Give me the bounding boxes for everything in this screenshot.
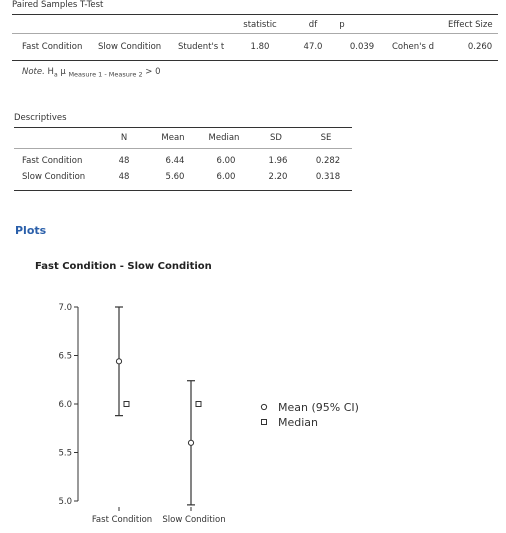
ttest-measure2: Slow Condition — [98, 42, 162, 52]
ttest-effect-value: 0.260 — [467, 42, 493, 52]
mean-point — [116, 359, 121, 364]
ttest-p-value: 0.039 — [349, 42, 375, 52]
desc-row-median: 6.00 — [216, 172, 236, 182]
desc-header-sd: SD — [270, 133, 282, 143]
desc-header-median: Median — [208, 133, 240, 143]
legend-mean-label: Mean (95% CI) — [278, 401, 359, 414]
desc-row-mean: 5.60 — [165, 172, 185, 182]
ttest-header-p: p — [339, 20, 345, 30]
desc-row-n: 48 — [118, 172, 130, 182]
plot-title: Fast Condition - Slow Condition — [35, 261, 212, 272]
plot-layer — [58, 303, 358, 525]
ttest-title: Paired Samples T-Test — [12, 0, 104, 10]
y-tick-label: 5.0 — [58, 497, 72, 507]
ttest-effect-label: Cohen's d — [392, 42, 435, 52]
x-tick-label: Fast Condition — [91, 515, 153, 525]
legend-mean-symbol — [261, 404, 266, 409]
desc-row-sd: 1.96 — [268, 156, 288, 166]
y-tick-label: 7.0 — [58, 303, 72, 313]
ttest-header-statistic: statistic — [243, 20, 277, 30]
descriptives-title: Descriptives — [14, 113, 67, 123]
desc-row-se: 0.318 — [315, 172, 341, 182]
desc-header-mean: Mean — [161, 133, 185, 143]
plots-section-title: Plots — [15, 224, 47, 237]
note-label: Note. — [22, 67, 45, 77]
ttest-header-effect-size: Effect Size — [448, 20, 493, 30]
x-tick-label: Slow Condition — [162, 515, 226, 525]
note-a: a — [53, 71, 58, 79]
ttest-test-name: Student's t — [178, 42, 225, 52]
desc-row-label: Fast Condition — [22, 156, 83, 166]
legend-median-symbol — [262, 420, 267, 425]
desc-row-se: 0.282 — [315, 156, 341, 166]
note-mu: μ — [60, 67, 66, 77]
ttest-statistic-value: 1.80 — [250, 42, 270, 52]
ttest-measure1: Fast Condition — [22, 42, 83, 52]
legend-median-label: Median — [278, 416, 319, 429]
median-point — [196, 402, 201, 407]
ttest-df-value: 47.0 — [303, 42, 323, 52]
note-sub: Measure 1 - Measure 2 — [68, 70, 143, 79]
mean-point — [188, 440, 193, 445]
note-h: H — [47, 67, 54, 77]
desc-row-sd: 2.20 — [268, 172, 288, 182]
desc-row-median: 6.00 — [216, 156, 236, 166]
desc-header-n: N — [120, 133, 128, 143]
note-gt: > 0 — [145, 67, 161, 77]
desc-row-label: Slow Condition — [22, 172, 86, 182]
desc-row-n: 48 — [118, 156, 130, 166]
desc-row-mean: 6.44 — [165, 156, 185, 166]
median-point — [124, 402, 129, 407]
desc-header-se: SE — [320, 133, 332, 143]
y-tick-label: 6.5 — [58, 351, 72, 362]
y-tick-label: 5.5 — [58, 448, 72, 459]
ttest-header-df: df — [308, 20, 318, 30]
y-tick-label: 6.0 — [58, 400, 72, 410]
